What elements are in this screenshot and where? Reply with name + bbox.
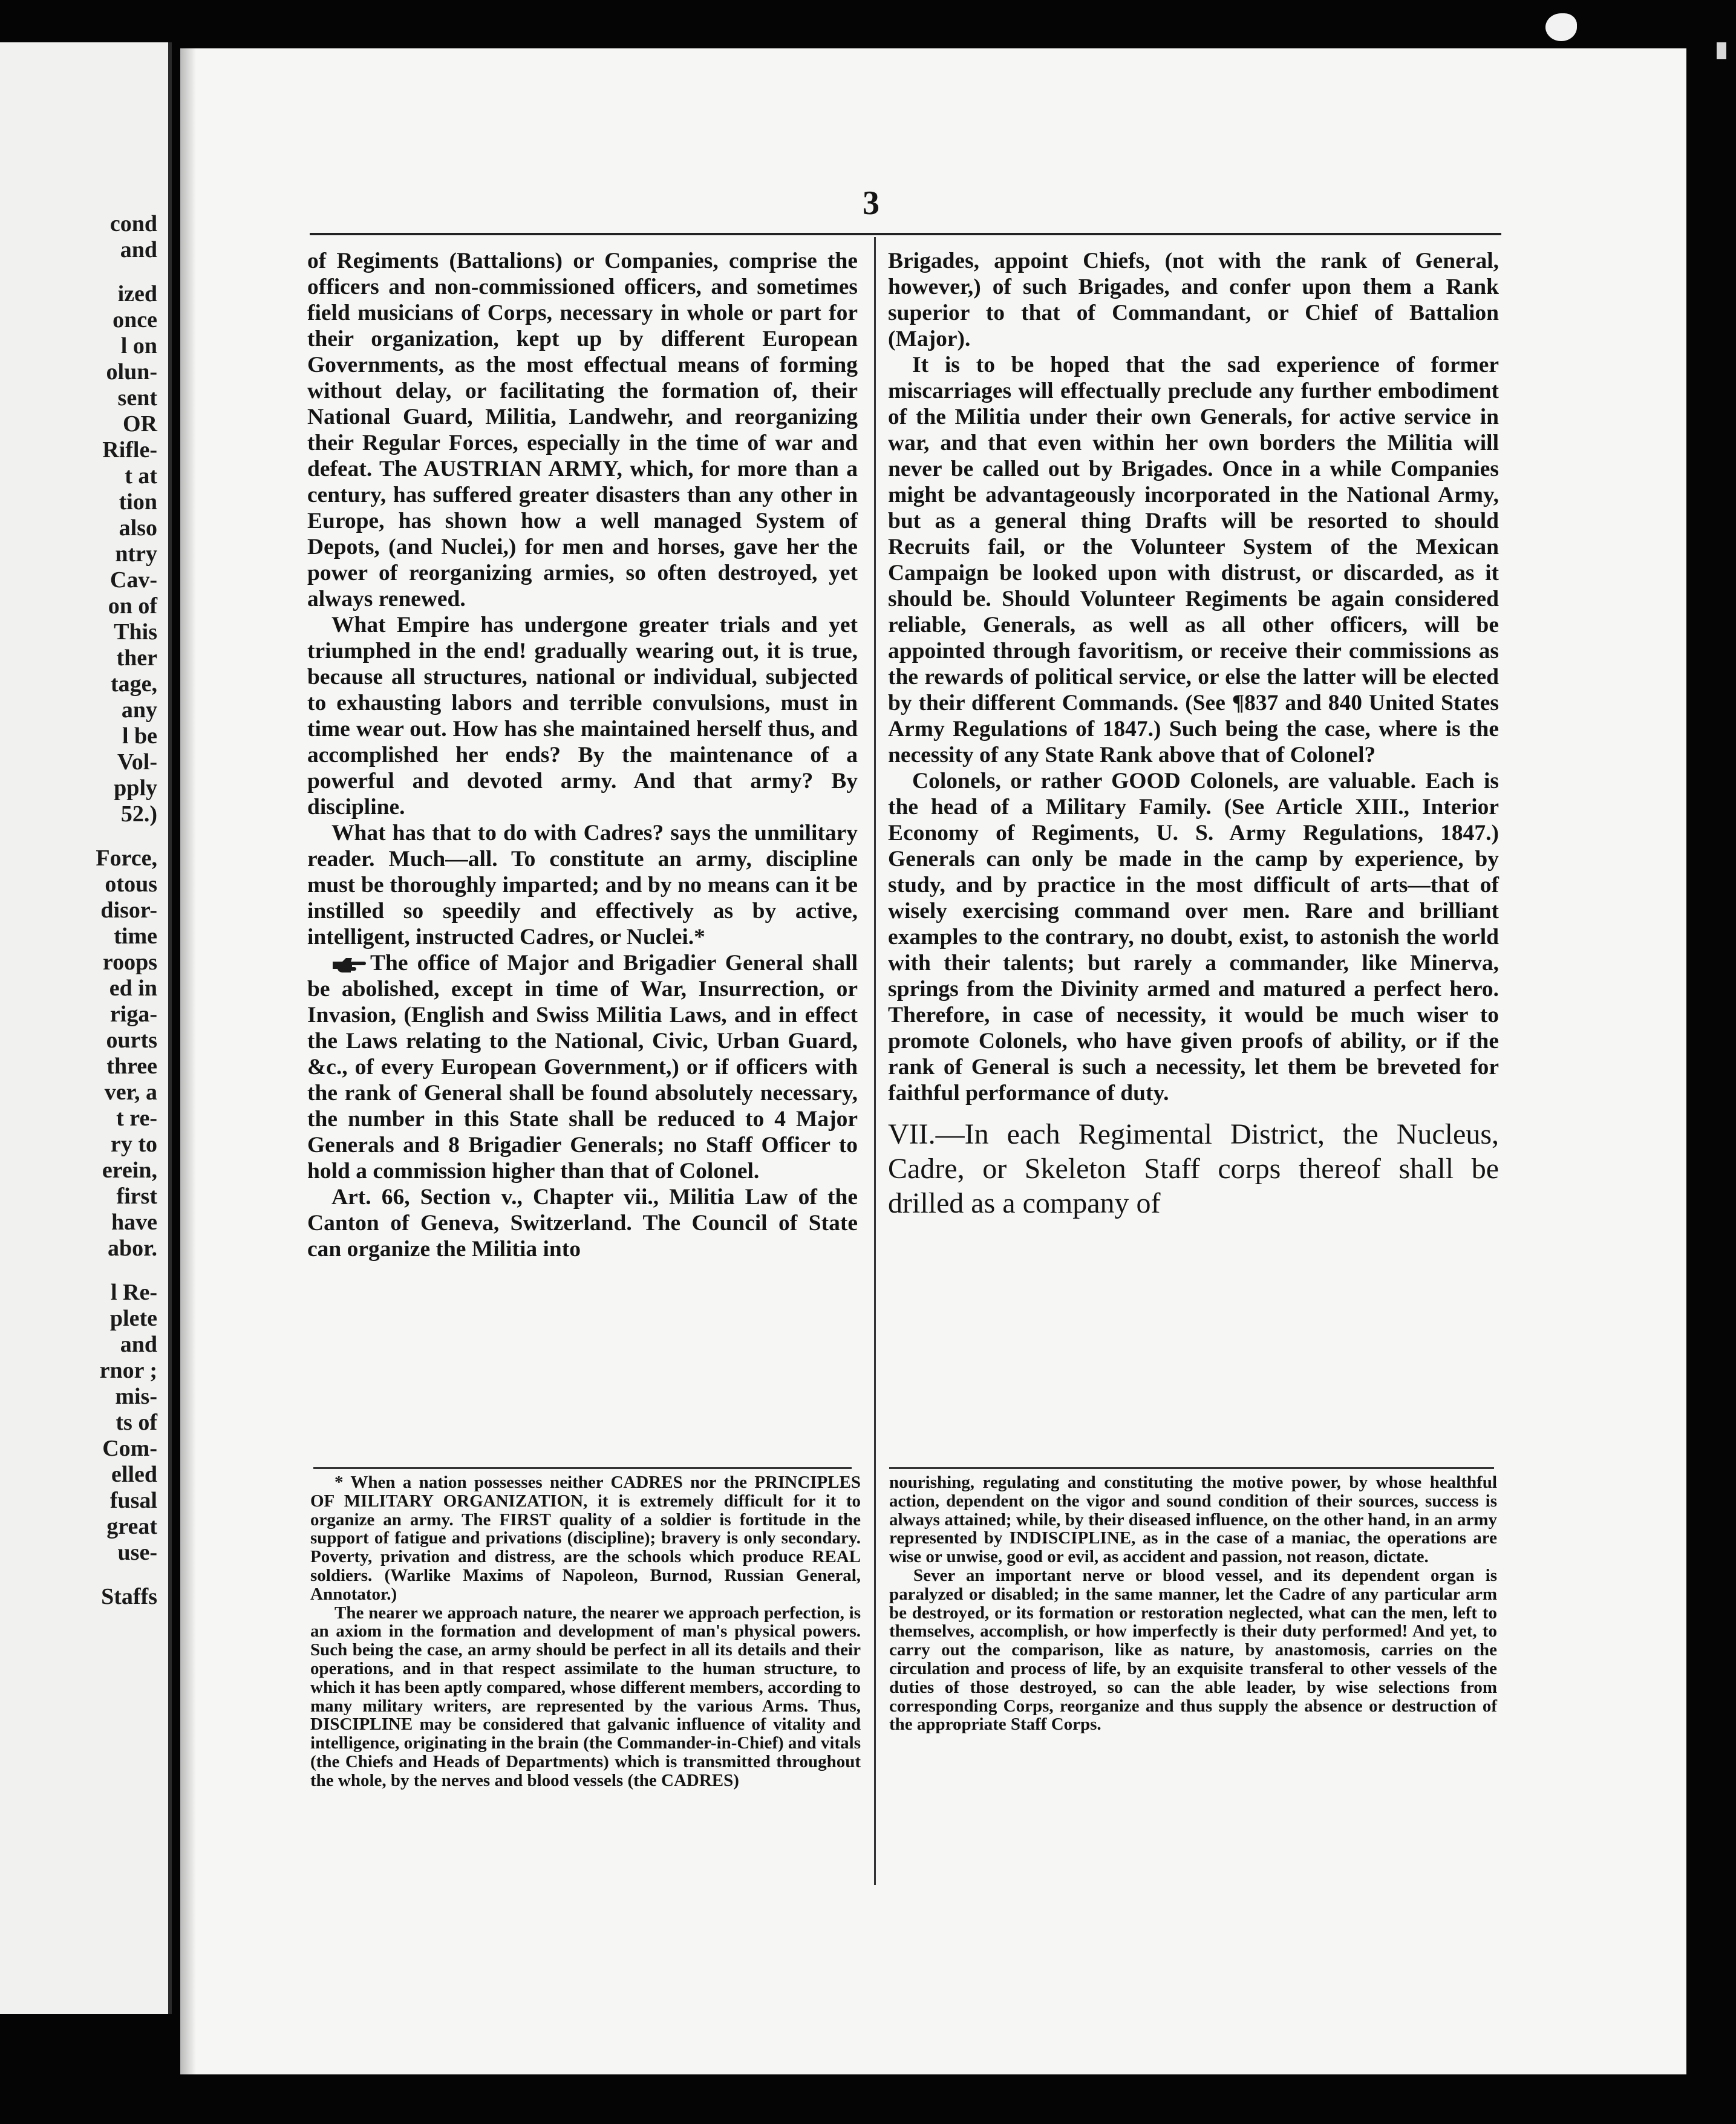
prev-page-line: use- xyxy=(117,1540,157,1565)
prev-page-line: time xyxy=(114,924,157,949)
prev-page-line: mis- xyxy=(115,1384,157,1409)
prev-page-line: ntry xyxy=(115,541,157,567)
right-column xyxy=(888,248,1499,1220)
prev-page-line: abor. xyxy=(107,1236,157,1261)
prev-page-line: disor- xyxy=(100,897,157,923)
prev-page-line: fusal xyxy=(109,1488,157,1513)
prev-page-line: ts of xyxy=(116,1410,157,1435)
paragraph: Art. 66, Section v., Chapter vii., Militia Law of the Canton of Geneva, Switzerland. The Council of State can organize the Militia into xyxy=(307,1185,858,1262)
prev-page-line: t at xyxy=(125,463,157,489)
prev-page-line: any xyxy=(121,697,157,723)
prev-page-line: otous xyxy=(105,871,157,897)
prev-page-line: Staffs xyxy=(101,1584,157,1609)
prev-page-line: also xyxy=(119,515,157,541)
paragraph: Brigades, appoint Chiefs, (not with the rank of General, however,) of such Brigades, and confer upon them a Rank superior to that of Commandant, or Chief of Battalion (Major). xyxy=(888,249,1499,351)
prev-page-line: and xyxy=(120,237,157,262)
section-paragraph: VII.—In each Regimental District, the Nucleus, Cadre, or Skeleton Staff corps thereof shall be drilled as a company of xyxy=(888,1118,1499,1219)
prev-page-line: three xyxy=(106,1054,157,1079)
prev-page-line: Com- xyxy=(102,1436,157,1461)
footnote-right xyxy=(889,1473,1497,1734)
prev-page-line: erein, xyxy=(102,1158,157,1183)
column-divider xyxy=(874,237,876,1885)
footnote-paragraph: nourishing, regulating and constituting the motive power, by whose healthful action, dependent on the vigor and sound condition of their sources, success is always attained; while, by their diseased influence, on the other hand, in an army represented by INDISCIPLINE, as in the case of a maniac, the operations are wise or unwise, good or evil, as accident and passion, not reason, dictate. xyxy=(889,1473,1497,1567)
prev-page-line: have xyxy=(111,1210,157,1235)
prev-page-line: Vol- xyxy=(117,749,157,775)
footnote-left xyxy=(310,1473,861,1790)
page xyxy=(180,48,1686,2074)
prev-page-line: t re- xyxy=(116,1106,157,1131)
left-column xyxy=(307,248,858,1262)
prev-page-line: ry to xyxy=(110,1132,157,1157)
footnote-rule-left xyxy=(313,1467,852,1469)
paragraph: What has that to do with Cadres? says the unmilitary reader. Much—all. To constitute an army, discipline must be thoroughly imparted; and by no means can it be instilled so speedily and effectively as by active, intelligent, instructed Cadres, or Nuclei.* xyxy=(307,821,858,950)
prev-page-line: rnor ; xyxy=(99,1358,157,1383)
prev-page-line: l be xyxy=(122,723,157,749)
prev-page-line: Rifle- xyxy=(102,437,157,463)
header-rule xyxy=(310,233,1501,235)
paragraph: It is to be hoped that the sad experience of former miscarriages will effectually preclude any further embodiment of the Militia under their own Generals, for active service in war, and that even within her own borders the Militia will never be called out by Brigades. Once in a while Companies might be advantageously incorporated in the National Army, but as a general thing Drafts will be resorted to should Recruits fail, or the Volunteer System of the Mexican Campaign be looked upon with distrust, or discarded, as it should be. Should Volunteer Regiments be again considered reliable, Generals, as well as all other officers, will be appointed through favoritism, or receive their commissions as the rewards of political service, or else the latter will be elected by their different Commands. (See ¶837 and 840 United States Army Regulations of 1847.) Such being the case, where is the necessity of any State Rank above that of Colonel? xyxy=(888,353,1499,767)
footnote-paragraph: Sever an important nerve or blood vessel, and its dependent organ is paralyzed or disabled; in the same manner, let the Cadre of any particular arm be destroyed, or its formation or restoration neglected, what can the men, left to themselves, accomplish, or how imperfectly is their duty performed! And yet, to carry out the comparison, like as nature, by anastomosis, carries on the circulation and process of life, by an exquisite transferal to other vessels of the duties of those destroyed, so can the able leader, by wise selections from corresponding Corps, reorganize and thus supply the absence or destruction of the appropriate Staff Corps. xyxy=(889,1565,1497,1735)
prev-page-line: sent xyxy=(117,385,157,411)
paragraph-pointing-hand xyxy=(307,950,858,1184)
prev-page-line: ed in xyxy=(109,976,157,1001)
prev-page-line: elled xyxy=(111,1462,157,1487)
prev-page-line: first xyxy=(116,1184,157,1209)
prev-page-line: Cav- xyxy=(109,567,157,593)
prev-page-line: ourts xyxy=(106,1028,157,1053)
paragraph: of Regiments (Battalions) or Companies, comprise the officers and non-commissioned officers, and sometimes field musicians of Corps, necessary in whole or part for their organization, kept up by different European Governments, as the most effectual means of forming without delay, or facilitating the formation of, their National Guard, Militia, Landwehr, and reorganizing their Regular Forces, especially in the time of war and defeat. The AUSTRIAN ARMY, which, for more than a century, has suffered greater disasters than any other in Europe, has shown how a well managed System of Depots, (and Nuclei,) for men and horses, gave her the power of reorganizing armies, so often destroyed, yet always renewed. xyxy=(307,249,858,611)
prev-page-line: pply xyxy=(114,775,157,801)
prev-page-line: on of xyxy=(108,593,157,619)
prev-page-line: 52.) xyxy=(120,801,157,827)
paragraph: What Empire has undergone greater trials and yet triumphed in the end! gradually wearing out, it is true, because all structures, national or individual, subjected to exhausting labors and terrible convulsions, must in time wear out. How has she maintained herself thus, and accomplished her ends? By the maintenance of a powerful and devoted army. And that army? By discipline. xyxy=(307,613,858,819)
prev-page-line: roops xyxy=(102,950,157,975)
prev-page-line: tage, xyxy=(110,671,157,697)
prev-page-line: ized xyxy=(117,281,157,307)
paragraph-text: The office of Major and Brigadier General shall be abolished, except in time of War, Insurrection, or Invasion, (English and Swiss Militia Laws, and in effect the Laws relating to the National, Civic, Urban Guard, &c., of every European Government,) or if officers with the rank of General shall be found absolutely necessary, the number in this State shall be reduced to 4 Major Generals and 8 Brigadier Generals; no Staff Officer to hold a commission higher than that of Colonel. xyxy=(307,951,858,1184)
prev-page-line: ther xyxy=(116,645,157,671)
pointing-hand-icon xyxy=(331,956,367,974)
prev-page-line: Force, xyxy=(96,845,157,871)
edge-blemish xyxy=(1545,13,1577,41)
prev-page-line: plete xyxy=(109,1306,157,1331)
prev-page-line: and xyxy=(120,1332,157,1357)
prev-page-line: cond xyxy=(109,211,157,236)
page-number: 3 xyxy=(863,184,879,222)
prev-page-line: l on xyxy=(120,333,157,359)
page-corner xyxy=(1717,42,1726,59)
prev-page-line: once xyxy=(113,307,157,333)
footnote-paragraph: * When a nation possesses neither CADRES nor the PRINCIPLES OF MILITARY ORGANIZATION, it is extremely difficult for it to organize an army. The FIRST quality of a soldier is fortitude in the support of fatigue and privations (discipline); bravery is only secondary. Poverty, privation and distress, are the schools which produce REAL soldiers. (Warlike Maxims of Napoleon, Burnod, Russian General, Annotator.) xyxy=(310,1473,861,1604)
prev-page-line: ver, a xyxy=(104,1080,157,1105)
prev-page-line: This xyxy=(114,619,157,645)
prev-page-line: tion xyxy=(119,489,157,515)
prev-page-line: riga- xyxy=(109,1002,157,1027)
page-gutter-shadow xyxy=(180,48,196,2074)
prev-page-line: OR xyxy=(123,411,157,437)
footnote-rule-right xyxy=(889,1467,1494,1469)
prev-page-line: l Re- xyxy=(110,1280,157,1305)
prev-page-line: great xyxy=(106,1514,157,1539)
previous-page-fragment xyxy=(0,42,172,2014)
footnote-paragraph: The nearer we approach nature, the nearer we approach perfection, is an axiom in the formation and development of man's physical powers. Such being the case, an army should be perfect in all its details and their operations, and in that respect assimilate to the human structure, to which it has been aptly compared, whose different members, according to many military writers, are represented by the various Arms. Thus, DISCIPLINE may be considered that galvanic influence of vitality and intelligence, originating in the brain (the Commander-in-Chief) and vitals (the Chiefs and Heads of Departments) which is transmitted throughout the whole, by the nerves and blood vessels (the CADRES) xyxy=(310,1603,861,1790)
paragraph: Colonels, or rather GOOD Colonels, are valuable. Each is the head of a Military Family. (See Article XIII., Interior Economy of Regiments, U. S. Army Regulations, 1847.) Generals can only be made in the camp by experience, by study, and by practice in the most difficult of arts—that of wisely exercising command over men. Rare and brilliant examples to the contrary, no doubt, exist, to astonish the world with their talents; but rarely a commander, like Minerva, springs from the Divinity armed and matured a perfect hero. Therefore, in case of necessity, it would be much wiser to promote Colonels, who have given proofs of ability, or if the rank of General is such a necessity, let them be breveted for faithful performance of duty. xyxy=(888,769,1499,1106)
prev-page-line: olun- xyxy=(106,359,157,385)
